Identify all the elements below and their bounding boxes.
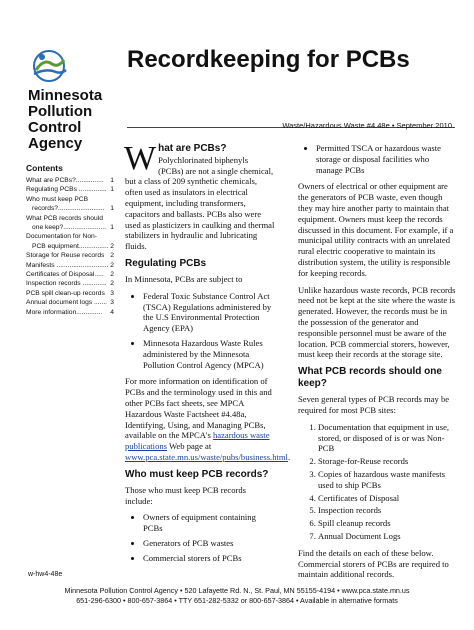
intro-paragraph (124, 140, 275, 252)
toc-item[interactable] (26, 176, 114, 185)
business-url-link[interactable]: www.pca.state.mn.us/waste/pubs/business.html (125, 451, 288, 462)
agency-name (28, 88, 118, 152)
toc-item-label: Storage for Reuse records (26, 252, 105, 260)
more-info-text: . (287, 451, 291, 462)
toc-item[interactable] (26, 214, 114, 223)
toc-item-label: Documentation for Non- (26, 233, 97, 241)
record-types-list (298, 422, 456, 542)
toc-item[interactable] (26, 251, 114, 260)
toc-item-page: 1 (110, 186, 114, 194)
toc-item[interactable] (26, 195, 114, 204)
list-item: 5. Inspection records (318, 505, 456, 516)
toc-item-label: More information.............. (26, 308, 103, 316)
what-intro: Seven general types of PCB records may be required for most PCB sites: (298, 394, 450, 415)
section-heading-regulating: Regulating PCBs (125, 257, 207, 269)
toc-item-page: 4 (110, 308, 114, 316)
who-list (125, 512, 275, 563)
owners-paragraph: Owners of electrical or other equipment are the generators of PCB waste, even though they may hire another party to maintain that equipment. Owners must keep the records discussed in this document. For example, if a municipal utility contracts with an unrelated rural electric cooperative to maintain its distribution system, the utility is responsible for keeping records. (298, 181, 454, 278)
section-heading-what-records: What PCB records should one keep? (298, 366, 442, 390)
more-info-text: Web page at (167, 441, 212, 452)
toc-item-label: PCB spill clean-up records (26, 289, 105, 297)
regulating-intro: In Minnesota, PCBs are subject to (125, 273, 243, 284)
section-heading-who-must-keep: Who must keep PCB records? (125, 468, 269, 480)
publication-info: Waste/Hazardous Waste #4.48e • September 2010 (282, 121, 452, 130)
list-item: 6. Spill cleanup records (318, 518, 456, 529)
toc-item-page: 1 (110, 224, 114, 232)
more-info-text: For more information on identification of PCBs and the terminology used in this and other PCBs fact sheets, see MPCA Hazardous Waste Factsheet #4.48a, Identifying, Using, and Managing PCBs, available on the MPCA's (125, 376, 272, 441)
page-footer (0, 586, 474, 606)
document-id: w-hw4-48e (28, 571, 63, 578)
agency-line: Pollution (28, 103, 93, 120)
regulating-list (125, 291, 275, 371)
toc-item-page: 3 (110, 289, 114, 297)
list-item: • Commercial storers of PCBs (143, 553, 275, 564)
toc-item-label: Inspection records ............. (26, 280, 107, 288)
main-column-1 (124, 140, 291, 570)
who-list-continued (298, 143, 456, 175)
toc-item[interactable] (26, 298, 114, 307)
toc-item-label: Manifests ............................ (26, 261, 109, 269)
toc-item-page: 2 (110, 252, 114, 260)
toc-item-label: PCB equipment................ (32, 242, 109, 250)
agency-line: Control (28, 119, 82, 136)
toc-heading: Contents (26, 163, 63, 173)
toc-item[interactable] (26, 308, 114, 317)
toc-item-page: 3 (110, 299, 114, 307)
drop-cap: W (124, 140, 157, 177)
more-info-paragraph (125, 376, 291, 462)
footer-phone-line: 651-296-6300 • 800-657-3864 • TTY 651-282-5332 or 800-657-3864 • Available in alternative formats (76, 596, 398, 605)
toc-item-label: What PCB records should (26, 214, 103, 222)
toc-item-page: 2 (110, 261, 114, 269)
who-intro: Those who must keep PCB records include: (125, 484, 247, 506)
toc-item-page: 2 (110, 271, 114, 279)
toc-item-label: Annual document logs ....... (26, 299, 108, 307)
list-item: • Minnesota Hazardous Waste Rules administered by the Minnesota Pollution Control Agency (MPCA) (143, 338, 275, 370)
toc-item[interactable] (26, 261, 114, 270)
toc-item[interactable] (26, 185, 114, 194)
toc-item-page: 1 (110, 177, 114, 184)
page-title: Recordkeeping for PCBs (127, 46, 410, 73)
toc-item-page: 1 (110, 205, 114, 213)
toc-item[interactable] (26, 279, 114, 288)
table-of-contents (26, 176, 114, 317)
records-location-paragraph: Unlike hazardous waste records, PCB records need not be kept at the site where the waste is generated. However, the records must be in the possession of the generator and responsible personnel must be aware of the location. PCB commercial storers, however, must keep their records at the storage site. (298, 284, 456, 360)
toc-item-label: What are PCBs?............... (26, 177, 104, 184)
list-item: 3. Copies of hazardous waste manifests used to ship PCBs (318, 469, 456, 491)
toc-item-continued[interactable] (26, 204, 114, 213)
toc-item-continued[interactable] (26, 223, 114, 232)
toc-item-page: 2 (110, 242, 114, 250)
list-item: • Federal Toxic Substance Control Act (TSCA) Regulations administered by the U.S Environmental Protection Agency (EPA) (143, 291, 275, 334)
publications-link[interactable]: hazardous waste publications (125, 430, 270, 452)
toc-item-label: Certificates of Disposal..... (26, 271, 104, 279)
toc-item-continued[interactable] (26, 242, 114, 251)
agency-line: Minnesota (28, 87, 103, 104)
footer-contact-line: Minnesota Pollution Control Agency • 520 Lafayette Rd. N., St. Paul, MN 55155-4194 • www.pca.state.mn.us (64, 586, 410, 595)
agency-line: Agency (28, 135, 83, 152)
list-item: 1. Documentation that equipment in use, stored, or disposed of is or was Non-PCB (318, 422, 456, 454)
list-item: 7. Annual Document Logs (318, 531, 456, 542)
toc-item-label: Regulating PCBs ............... (26, 186, 107, 194)
list-item: 2. Storage-for-Reuse records (318, 456, 456, 467)
intro-text: Polychlorinated biphenyls (PCBs) are not a single chemical, but a class of 209 synthetic chemicals, often used as insulators in electrical equipment, including transformers, capacitors and ballasts. PCBs also were used as plasticizers in caulking and thermal stabilizers in hydraulic and lubricating fluids. (125, 154, 275, 252)
list-item: • Owners of equipment containing PCBs (143, 512, 275, 534)
main-column-2 (298, 143, 456, 586)
section-heading-what-are-pcbs: hat are PCBs? (158, 143, 227, 154)
toc-item[interactable] (26, 232, 114, 241)
closing-paragraph: Find the details on each of these below. Commercial storers of PCBs are required to maintain additional records. (298, 547, 449, 580)
toc-item-page: 2 (110, 280, 114, 288)
mpca-logo-icon (26, 48, 72, 88)
list-item: • Permitted TSCA or hazardous waste storage or disposal facilities who manage PCBs (316, 143, 456, 175)
toc-item[interactable] (26, 270, 114, 279)
list-item: • Generators of PCB wastes (143, 538, 275, 549)
toc-item-label: Who must keep PCB (26, 195, 89, 203)
toc-item-label: records?......................... (32, 205, 105, 213)
toc-item[interactable] (26, 289, 114, 298)
toc-item-label: one keep?....................... (32, 224, 106, 232)
list-item: 4. Certificates of Disposal (318, 493, 456, 504)
